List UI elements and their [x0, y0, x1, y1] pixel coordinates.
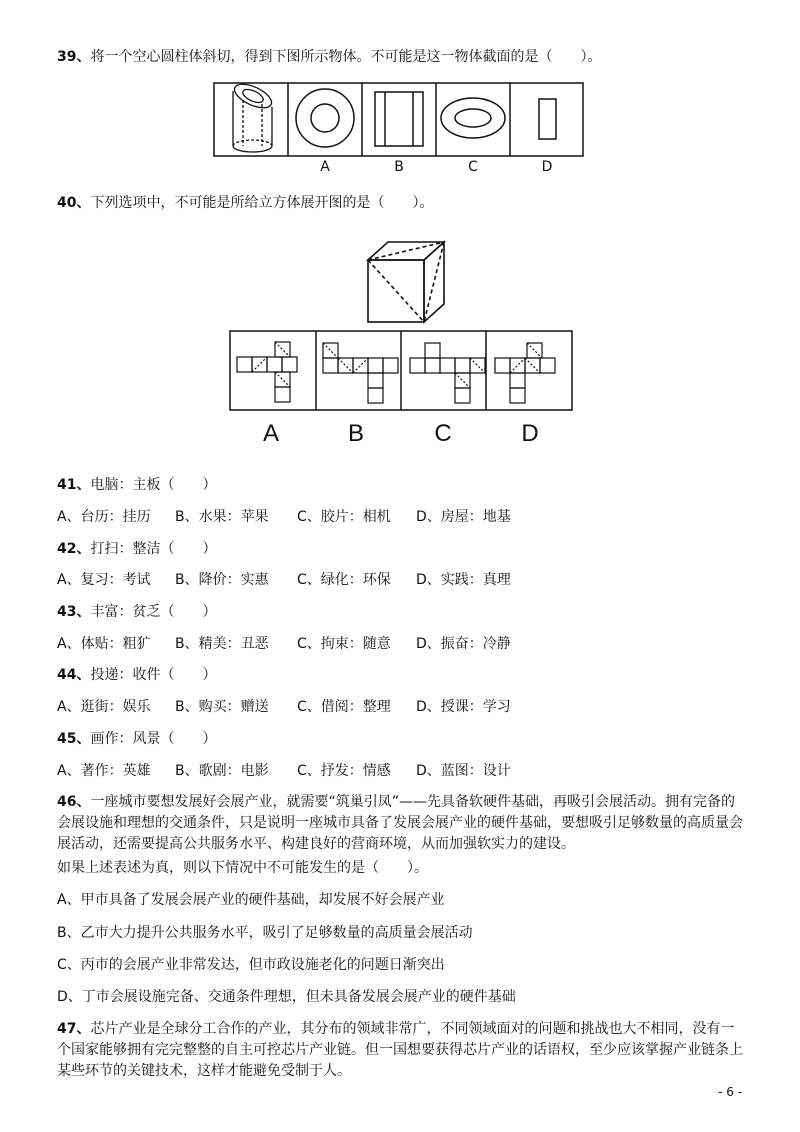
- q41-option-a: A、台历：挂历: [57, 509, 151, 525]
- q46-option-c: C、丙市的会展产业非常发达，但市政设施老化的问题日渐突出: [57, 957, 445, 973]
- q40-number: 40、: [57, 195, 91, 211]
- q45-option-c: C、抒发：情感: [297, 763, 391, 779]
- option-d-rect-shape: [539, 99, 556, 139]
- q41-text: 电脑：主板（ ）: [90, 477, 217, 493]
- q45-number: 45、: [57, 731, 91, 747]
- q47-number: 47、: [57, 1021, 91, 1037]
- q45-stem: [57, 729, 216, 749]
- q39-label-b: B: [394, 159, 404, 175]
- net-a-shape: [237, 342, 297, 402]
- q40-label-b: B: [347, 420, 364, 447]
- q44-option-d: D、授课：学习: [416, 699, 511, 715]
- q40-cube-figure: [360, 238, 450, 328]
- q43-options: [57, 634, 511, 654]
- net-d-shape: [495, 343, 555, 403]
- q39-figure: [213, 82, 585, 158]
- cut-cylinder-shape: [231, 82, 275, 152]
- q40-nets-figure: [229, 330, 574, 412]
- q45-text: 画作：风景（ ）: [90, 731, 217, 747]
- q45-option-a: A、著作：英雄: [57, 763, 151, 779]
- q42-stem: [57, 539, 216, 559]
- q39-label-d: D: [541, 159, 553, 175]
- q44-option-c: C、借阅：整理: [297, 699, 391, 715]
- q42-options: [57, 570, 511, 590]
- q40-label-a: A: [262, 420, 279, 447]
- q39-label-a: A: [320, 159, 330, 175]
- q40-label-d: D: [521, 420, 539, 447]
- q46-text: 一座城市要想发展好会展产业，就需要“筑巢引凤”——先具备软硬件基础，再吸引会展活动。拥有完备的会展设施和理想的交通条件，只是说明一座城市具备了发展会展产业的硬件基础，要想吸引足够数量的高质量会展活动，还需要提高公共服务水平、构建良好的营商环境，从而加强软实力的建设。: [57, 794, 743, 852]
- q41-options: [57, 507, 511, 527]
- q46-option-b: B、乙市大力提升公共服务水平，吸引了足够数量的高质量会展活动: [57, 925, 473, 941]
- q42-option-b: B、降价：实惠: [175, 572, 269, 588]
- q41-number: 41、: [57, 477, 91, 493]
- q44-text: 投递：收件（ ）: [90, 667, 217, 683]
- option-c-ellipse-shape: [441, 98, 505, 138]
- q42-option-c: C、绿化：环保: [297, 572, 391, 588]
- q41-stem: [57, 475, 216, 495]
- q40-text: 下列选项中，不可能是所给立方体展开图的是（ ）。: [90, 195, 434, 211]
- q44-option-a: A、逛街：娱乐: [57, 699, 151, 715]
- q39-text: 将一个空心圆柱体斜切，得到下图所示物体。不可能是这一物体截面的是（ ）。: [90, 49, 602, 65]
- q44-stem: [57, 665, 216, 685]
- q44-number: 44、: [57, 667, 91, 683]
- q46-option-d: D、丁市会展设施完备、交通条件理想，但未具备发展会展产业的硬件基础: [57, 989, 516, 1005]
- q46-option-a: A、甲市具备了发展会展产业的硬件基础，却发展不好会展产业: [57, 892, 445, 908]
- q43-option-c: C、拘束：随意: [297, 636, 391, 652]
- q39-label-c: C: [468, 159, 478, 175]
- q43-stem: [57, 602, 216, 622]
- q41-option-d: D、房屋：地基: [416, 509, 511, 525]
- q43-text: 丰富：贫乏（ ）: [90, 604, 217, 620]
- q42-option-a: A、复习：考试: [57, 572, 151, 588]
- q46-stem: [57, 792, 747, 855]
- net-c-shape: [410, 343, 485, 403]
- q41-option-c: C、胶片：相机: [297, 509, 391, 525]
- q39-number: 39、: [57, 49, 91, 65]
- q39-stem: [57, 47, 601, 67]
- q43-number: 43、: [57, 604, 91, 620]
- q42-text: 打扫：整洁（ ）: [90, 541, 217, 557]
- q45-option-b: B、歌剧：电影: [175, 763, 269, 779]
- q43-option-d: D、振奋：冷静: [416, 636, 511, 652]
- q44-options: [57, 697, 511, 717]
- net-b-shape: [323, 343, 398, 403]
- q47-stem: [57, 1019, 747, 1082]
- q43-option-a: A、体贴：粗犷: [57, 636, 151, 652]
- q40-label-c: C: [434, 420, 452, 447]
- q41-option-b: B、水果：苹果: [175, 509, 269, 525]
- q44-option-b: B、购买：赠送: [175, 699, 269, 715]
- q40-stem: [57, 193, 433, 213]
- option-a-ring-shape: [296, 89, 354, 147]
- q46-prompt: 如果上述表述为真，则以下情况中不可能发生的是（ ）。: [57, 860, 428, 876]
- q45-options: [57, 761, 511, 781]
- q42-number: 42、: [57, 541, 91, 557]
- q43-option-b: B、精美：丑恶: [175, 636, 269, 652]
- page-number: - 6 -: [718, 1085, 742, 1099]
- q47-text: 芯片产业是全球分工合作的产业，其分布的领域非常广，不同领域面对的问题和挑战也大不相同，没有一个国家能够拥有完完整整的自主可控芯片产业链。但一国想要获得芯片产业的话语权，至少应该掌握产业链条上某些环节的关键技术，这样才能避免受制于人。: [57, 1021, 743, 1079]
- q46-number: 46、: [57, 794, 91, 810]
- option-b-rect-shape: [375, 92, 423, 146]
- q45-option-d: D、蓝图：设计: [416, 763, 511, 779]
- q42-option-d: D、实践：真理: [416, 572, 511, 588]
